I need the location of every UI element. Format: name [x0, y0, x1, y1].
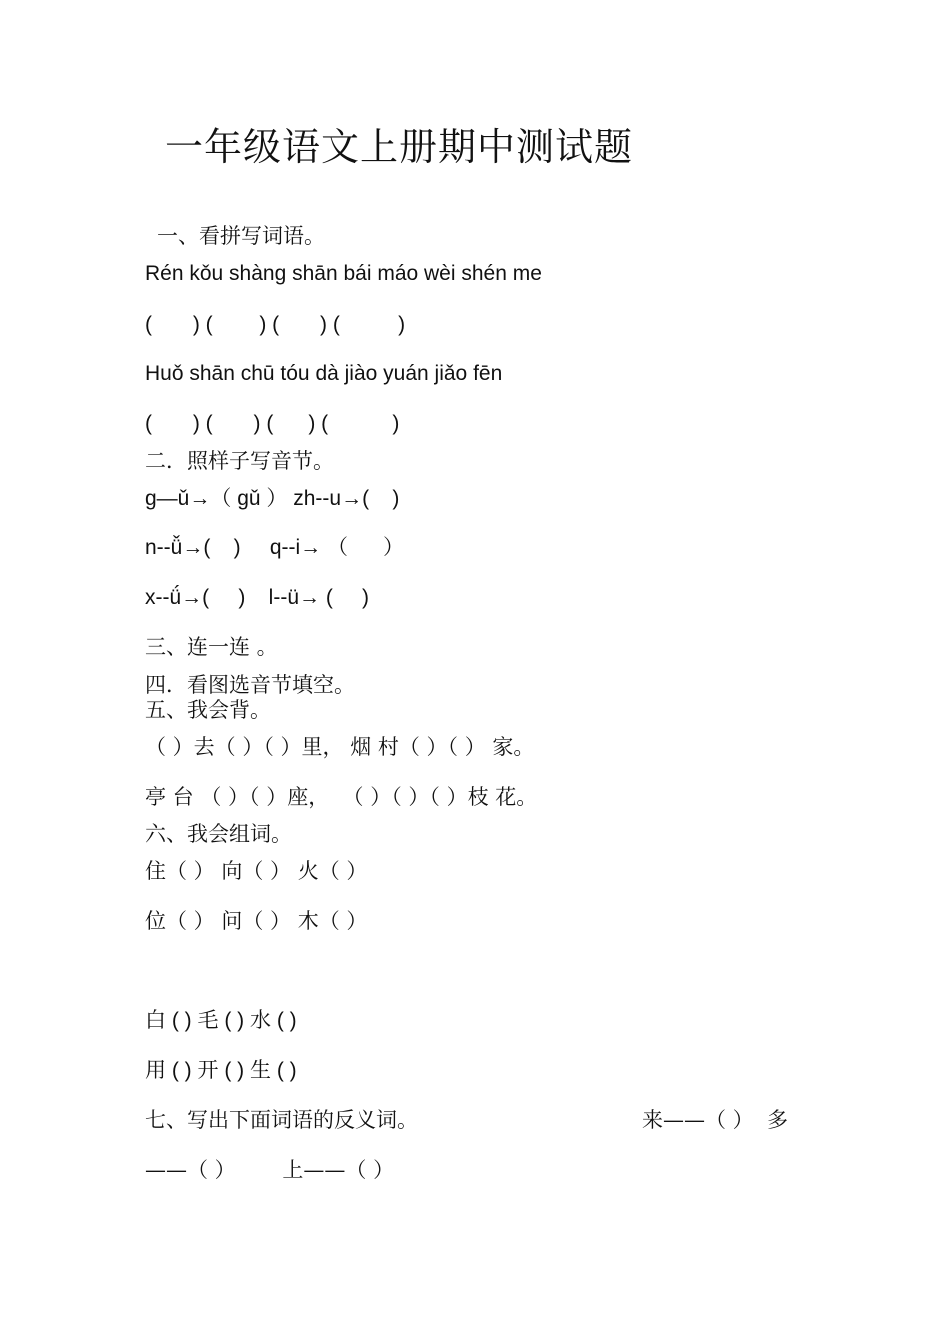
section-3-heading: 三、连一连 。 — [145, 635, 278, 659]
word-group-row-4: 用 ( ) 开 ( ) 生 ( ) — [145, 1059, 297, 1082]
section-2-heading: 二．照样子写音节。 — [145, 449, 334, 473]
syllable-row-3: x--ǘ→( ) l--ü→ ( ) — [145, 586, 369, 609]
syllable-row-2: n--ǚ→( ) q--i→ （ ） — [145, 536, 405, 559]
poem-row-1: （ ）去（ ）（ ）里， 烟 村（ ）（ ） 家。 — [145, 735, 535, 759]
section-7-heading: 七、写出下面词语的反义词。 — [145, 1108, 418, 1132]
word-group-row-1: 住（ ） 向（ ） 火（ ） — [145, 859, 368, 883]
pinyin-row-2: Huǒ shān chū tóu dà jiào yuán jiǎo fēn — [145, 362, 503, 385]
section-1-heading: 一、看拼写词语。 — [157, 224, 325, 248]
syllable-row-1: ɡ—ǔ→（ ɡǔ ） zh--u→( ) — [145, 487, 400, 510]
page-title: 一年级语文上册期中测试题 — [165, 125, 634, 169]
pinyin-row-1: Rén kǒu shàng shān bái máo wèi shén me — [145, 262, 542, 285]
word-group-row-3: 白 ( ) 毛 ( ) 水 ( ) — [145, 1009, 297, 1032]
section-6-heading: 六、我会组词。 — [145, 822, 292, 846]
poem-row-2: 亭 台 （ ）（ ）座， （ ）（ ）（ ）枝 花。 — [145, 785, 538, 809]
answer-blanks-row-2: ( ) ( ) ( ) ( ) — [145, 412, 400, 435]
antonym-row-2: ——（ ） 上——（ ） — [145, 1158, 395, 1182]
section-4-heading: 四．看图选音节填空。 — [145, 673, 355, 697]
word-group-row-2: 位（ ） 问（ ） 木（ ） — [145, 909, 368, 933]
antonym-row-1-right: 来——（ ） 多 — [642, 1108, 789, 1132]
answer-blanks-row-1: ( ) ( ) ( ) ( ) — [145, 313, 406, 336]
section-5-heading: 五、我会背。 — [145, 698, 271, 722]
